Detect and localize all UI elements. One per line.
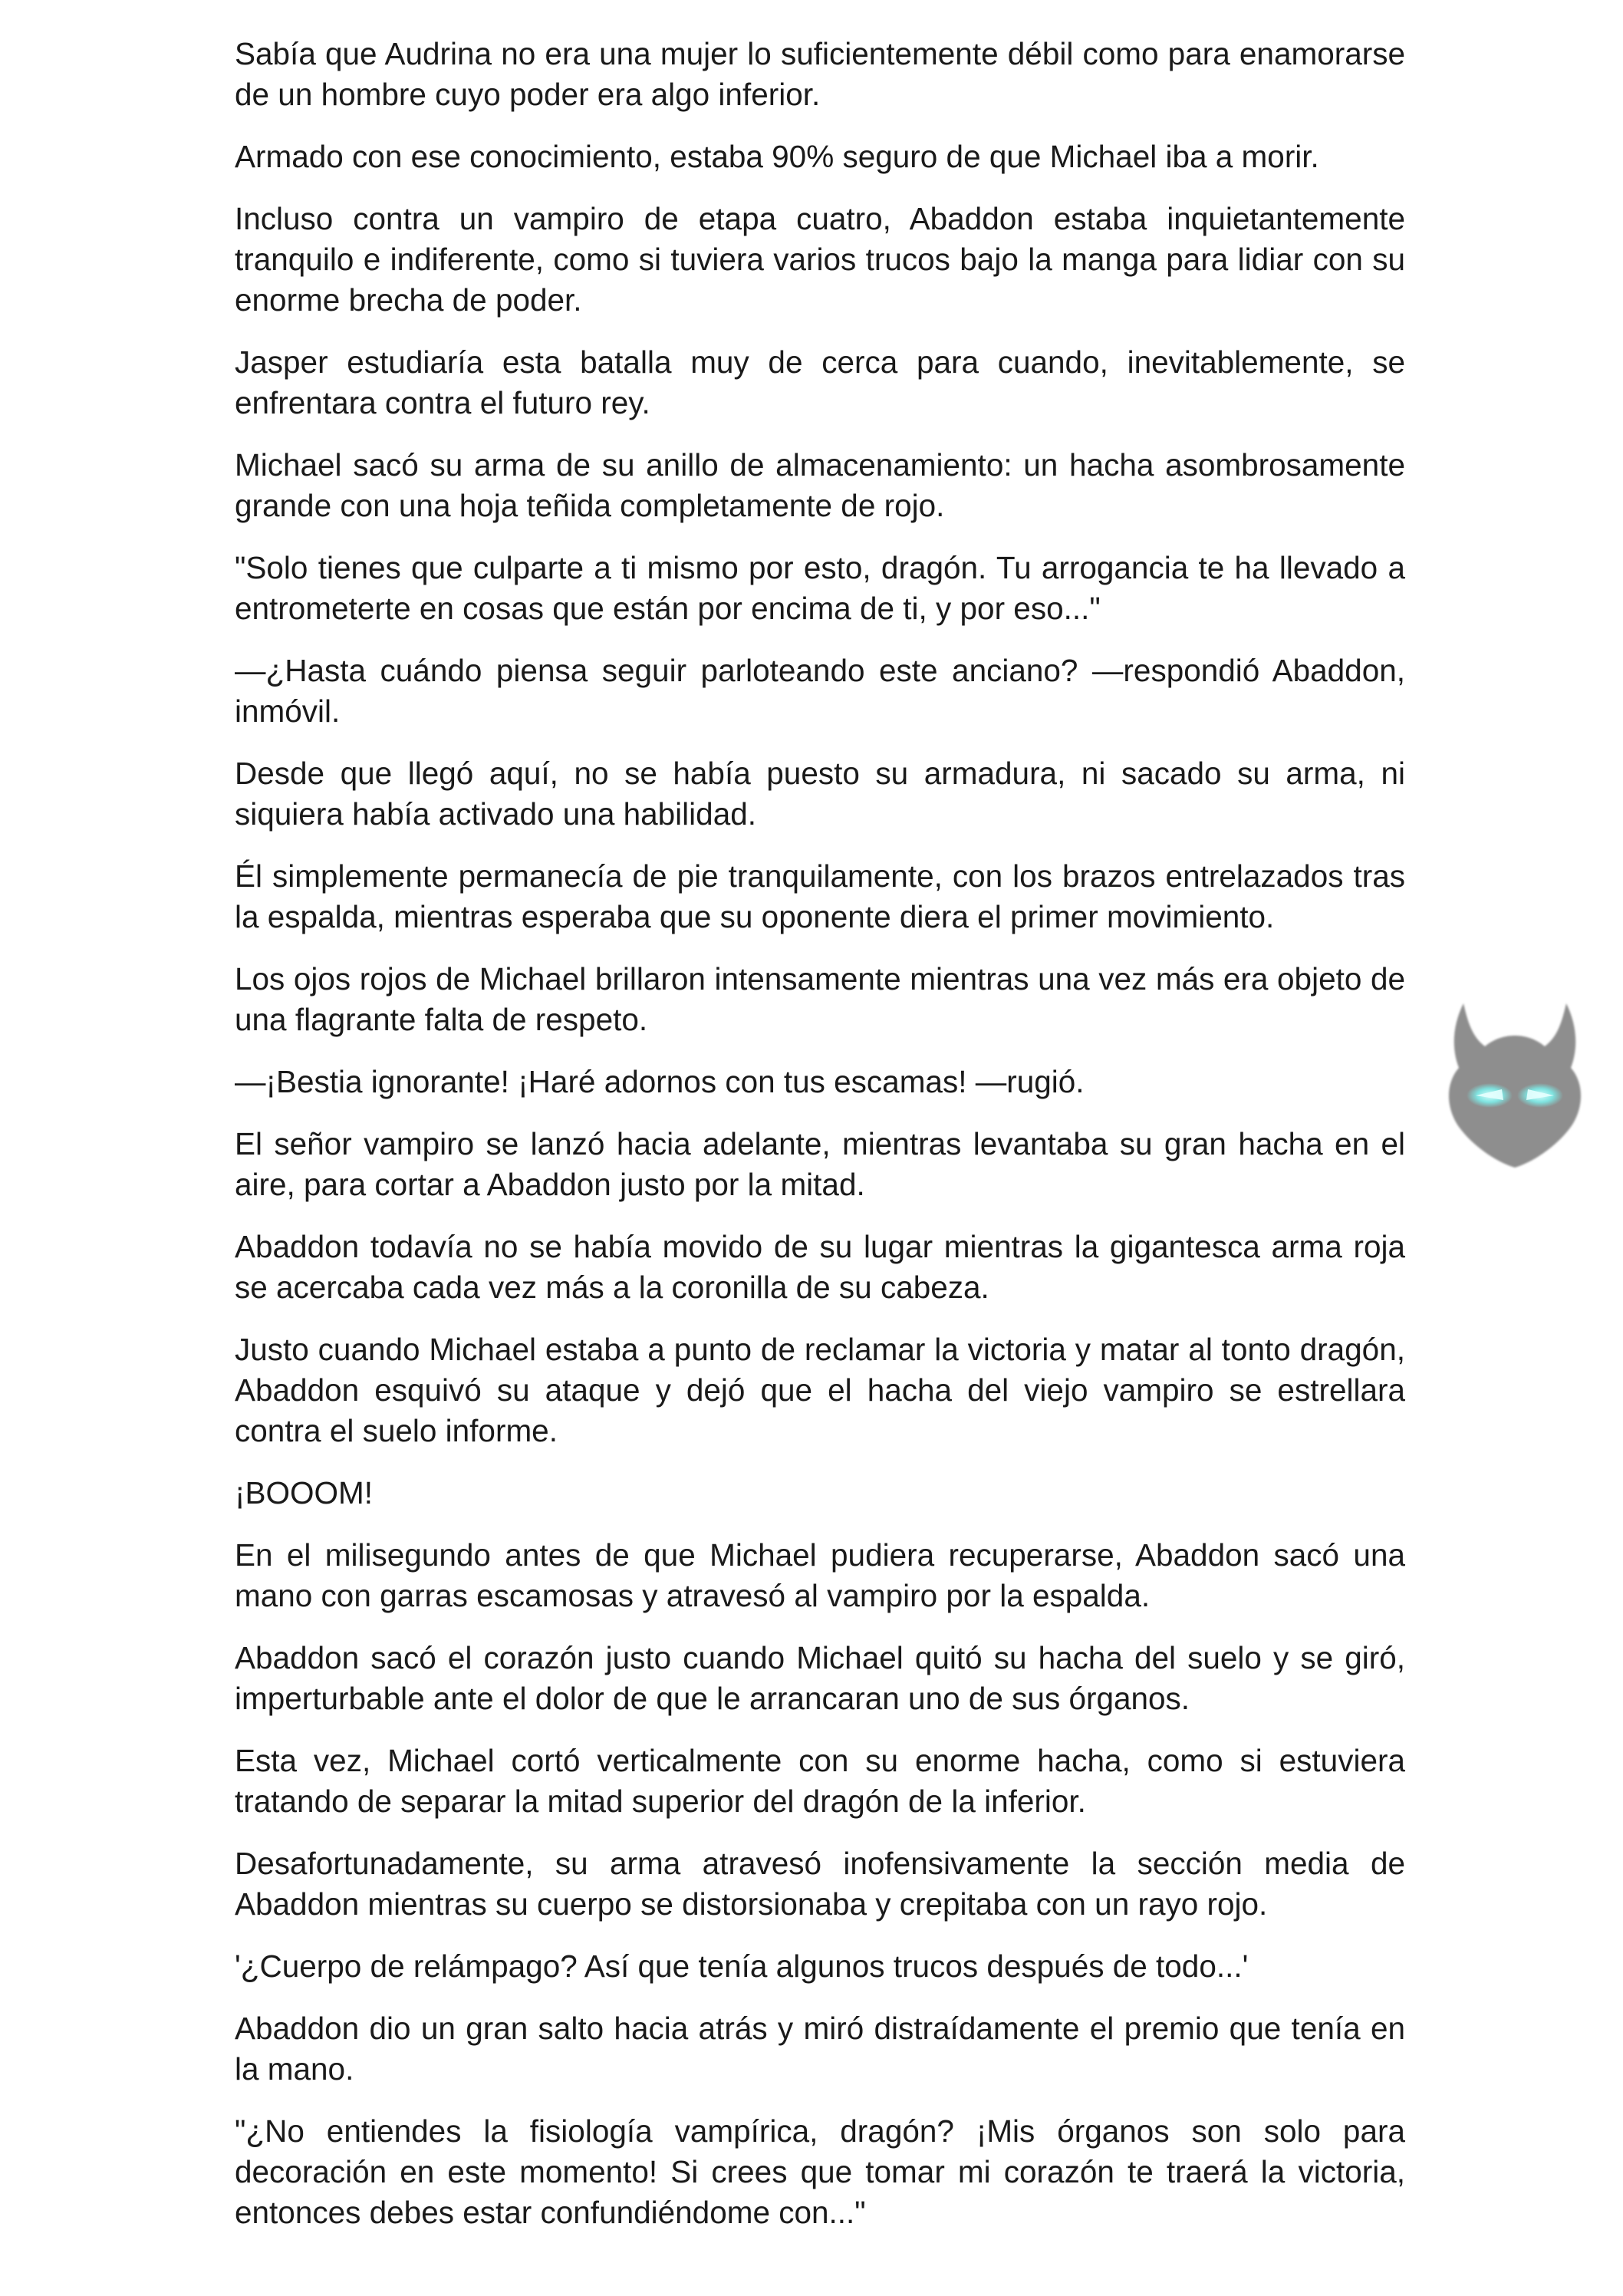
paragraph: Armado con ese conocimiento, estaba 90% seguro de que Michael iba a morir.: [235, 139, 1319, 174]
paragraph: Él simplemente permanecía de pie tranquilamente, con los brazos entrelazados tras la espalda, mientras esperaba que su oponente diera el primer movimiento.: [235, 858, 1405, 934]
paragraph: Justo cuando Michael estaba a punto de reclamar la victoria y matar al tonto dragón, Abaddon esquivó su ataque y dejó que el hacha del viejo vampiro se estrellara contra el suelo informe.: [235, 1332, 1405, 1448]
paragraph: —¡Bestia ignorante! ¡Haré adornos con tus escamas! —rugió.: [235, 1064, 1085, 1099]
paragraph: Incluso contra un vampiro de etapa cuatro, Abaddon estaba inquietantemente tranquilo e indiferente, como si tuviera varios trucos bajo la manga para lidiar con su enorme brecha de poder.: [235, 201, 1405, 318]
text-column: [235, 34, 1405, 2255]
paragraph: "¿No entiendes la fisiología vampírica, dragón? ¡Mis órganos son solo para decoración en este momento! Si crees que tomar mi corazón te traerá la victoria, entonces debes estar confundiéndome con...": [235, 2113, 1405, 2230]
paragraph: Desafortunadamente, su arma atravesó inofensivamente la sección media de Abaddon mientras su cuerpo se distorsionaba y crepitaba con un rayo rojo.: [235, 1846, 1405, 1922]
paragraph: Desde que llegó aquí, no se había puesto su armadura, ni sacado su arma, ni siquiera había activado una habilidad.: [235, 756, 1405, 832]
paragraph: Los ojos rojos de Michael brillaron intensamente mientras una vez más era objeto de una flagrante falta de respeto.: [235, 961, 1405, 1037]
paragraph: Abaddon sacó el corazón justo cuando Michael quitó su hacha del suelo y se giró, imperturbable ante el dolor de que le arrancaran uno de sus órganos.: [235, 1640, 1405, 1716]
horned-demon-head-icon: [1442, 997, 1588, 1171]
paragraph: Sabía que Audrina no era una mujer lo suficientemente débil como para enamorarse de un hombre cuyo poder era algo inferior.: [235, 36, 1405, 112]
paragraph: ¡BOOOM!: [235, 1475, 373, 1510]
paragraph: En el milisegundo antes de que Michael pudiera recuperarse, Abaddon sacó una mano con garras escamosas y atravesó al vampiro por la espalda.: [235, 1537, 1405, 1613]
paragraph: Esta vez, Michael cortó verticalmente con su enorme hacha, como si estuviera tratando de separar la mitad superior del dragón de la inferior.: [235, 1743, 1405, 1819]
paragraph: Michael sacó su arma de su anillo de almacenamiento: un hacha asombrosamente grande con una hoja teñida completamente de rojo.: [235, 447, 1405, 523]
paragraph: "Solo tienes que culparte a ti mismo por esto, dragón. Tu arrogancia te ha llevado a entrometerte en cosas que están por encima de ti, y por eso...": [235, 550, 1405, 626]
paragraph: Jasper estudiaría esta batalla muy de cerca para cuando, inevitablemente, se enfrentara contra el futuro rey.: [235, 344, 1405, 420]
paragraph: —¿Hasta cuándo piensa seguir parloteando este anciano? —respondió Abaddon, inmóvil.: [235, 653, 1405, 729]
paragraph: El señor vampiro se lanzó hacia adelante, mientras levantaba su gran hacha en el aire, para cortar a Abaddon justo por la mitad.: [235, 1126, 1405, 1202]
paragraph: '¿Cuerpo de relámpago? Así que tenía algunos trucos después de todo...': [235, 1948, 1249, 1984]
paragraph: Abaddon dio un gran salto hacia atrás y miró distraídamente el premio que tenía en la mano.: [235, 2011, 1405, 2087]
paragraph: Abaddon todavía no se había movido de su lugar mientras la gigantesca arma roja se acercaba cada vez más a la coronilla de su cabeza.: [235, 1229, 1405, 1305]
